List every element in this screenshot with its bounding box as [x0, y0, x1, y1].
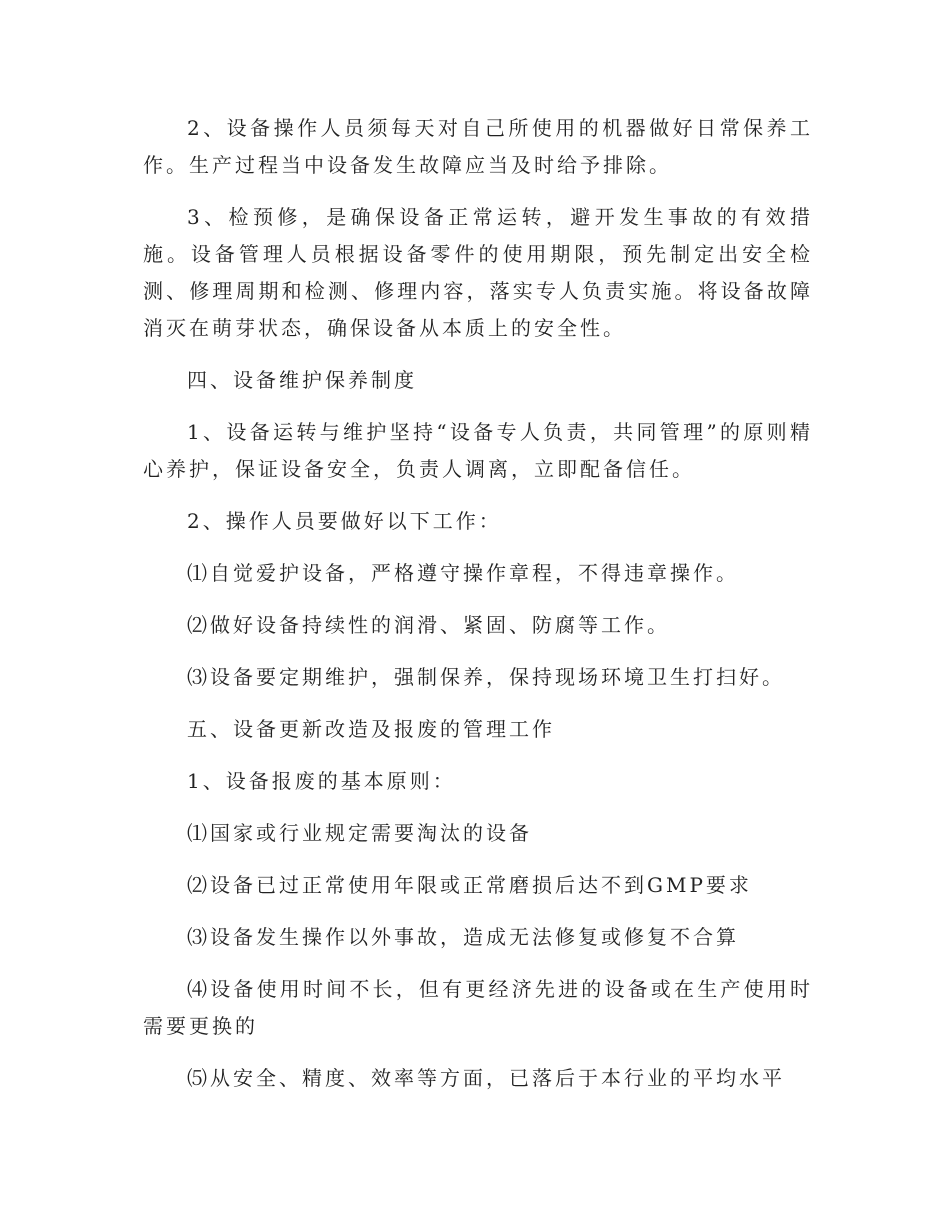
paragraph: 2、设备操作人员须每天对自己所使用的机器做好日常保养工作。生产过程当中设备发生故障应当及时给予排除。 — [143, 116, 813, 177]
paragraph: 2、操作人员要做好以下工作： — [187, 509, 502, 533]
list-item: ⑴国家或行业规定需要淘汰的设备 — [187, 821, 532, 845]
list-item: ⑶设备发生操作以外事故，造成无法修复或修复不合算 — [187, 925, 739, 949]
list-item: ⑵设备已过正常使用年限或正常磨损后达不到GMP要求 — [187, 873, 752, 897]
list-item: ⑷设备使用时间不长，但有更经济先进的设备或在生产使用时需要更换的 — [143, 977, 813, 1038]
section-heading: 四、设备维护保养制度 — [187, 368, 417, 392]
list-item: ⑸从安全、精度、效率等方面，已落后于本行业的平均水平 — [187, 1066, 785, 1090]
section-heading: 五、设备更新改造及报废的管理工作 — [187, 717, 555, 741]
document-body — [143, 110, 813, 1112]
list-item: ⑶设备要定期维护，强制保养，保持现场环境卫生打扫好。 — [187, 665, 785, 689]
paragraph: 3、检预修，是确保设备正常运转，避开发生事故的有效措施。设备管理人员根据设备零件的使用期限，预先制定出安全检测、修理周期和检测、修理内容，落实专人负责实施。将设备故障消灭在萌芽状态，确保设备从本质上的安全性。 — [143, 205, 813, 340]
list-item: ⑵做好设备持续性的润滑、紧固、防腐等工作。 — [187, 613, 670, 637]
list-item: ⑴自觉爱护设备，严格遵守操作章程，不得违章操作。 — [187, 561, 739, 585]
paragraph: 1、设备报废的基本原则： — [187, 769, 456, 793]
paragraph: 1、设备运转与维护坚持“设备专人负责，共同管理”的原则精心养护，保证设备安全，负责人调离，立即配备信任。 — [143, 420, 813, 481]
